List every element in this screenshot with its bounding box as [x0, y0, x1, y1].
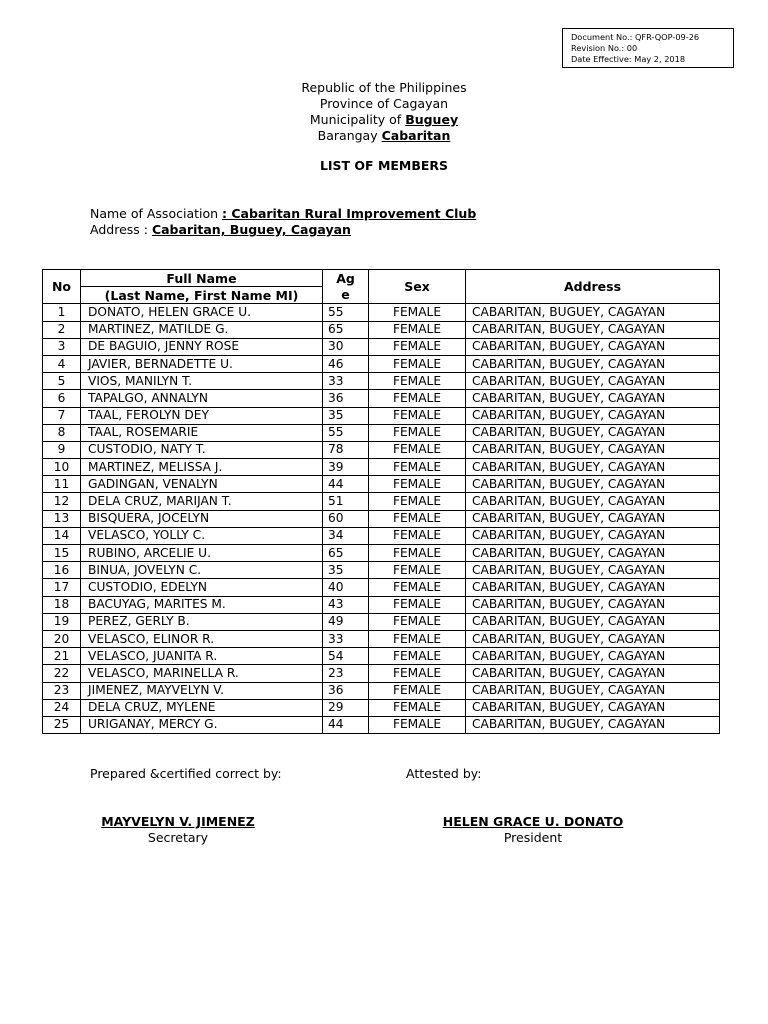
row-name: PEREZ, GERLY B. [81, 613, 323, 630]
row-name: VELASCO, ELINOR R. [81, 630, 323, 647]
table-row [43, 699, 720, 716]
table-row [43, 665, 720, 682]
row-no: 4 [43, 355, 81, 372]
table-row [43, 355, 720, 372]
document-header [0, 80, 768, 144]
row-sex: FEMALE [369, 579, 466, 596]
table-row [43, 579, 720, 596]
table-row [43, 493, 720, 510]
row-name: VELASCO, MARINELLA R. [81, 665, 323, 682]
row-address: CABARITAN, BUGUEY, CAGAYAN [466, 373, 720, 390]
row-no: 13 [43, 510, 81, 527]
row-name: JIMENEZ, MAYVELYN V. [81, 682, 323, 699]
association-address-label: Address : [90, 222, 152, 237]
prepared-label: Prepared &certified correct by: [90, 766, 282, 781]
row-no: 2 [43, 321, 81, 338]
row-no: 19 [43, 613, 81, 630]
row-name: BACUYAG, MARITES M. [81, 596, 323, 613]
president-name: HELEN GRACE U. DONATO [442, 814, 624, 829]
row-name: MARTINEZ, MELISSA J. [81, 459, 323, 476]
row-age: 29 [323, 699, 369, 716]
row-name: TAAL, ROSEMARIE [81, 424, 323, 441]
president-title: President [503, 830, 563, 845]
row-no: 7 [43, 407, 81, 424]
column-header-full-name-sub: (Last Name, First Name MI) [81, 287, 323, 304]
row-address: CABARITAN, BUGUEY, CAGAYAN [466, 459, 720, 476]
row-name: TAAL, FEROLYN DEY [81, 407, 323, 424]
row-address: CABARITAN, BUGUEY, CAGAYAN [466, 321, 720, 338]
row-no: 16 [43, 562, 81, 579]
row-sex: FEMALE [369, 321, 466, 338]
row-name: TAPALGO, ANNALYN [81, 390, 323, 407]
row-no: 22 [43, 665, 81, 682]
column-header-sex: Sex [369, 270, 466, 304]
row-age: 35 [323, 407, 369, 424]
row-name: DELA CRUZ, MARIJAN T. [81, 493, 323, 510]
row-age: 30 [323, 338, 369, 355]
row-age: 51 [323, 493, 369, 510]
row-address: CABARITAN, BUGUEY, CAGAYAN [466, 304, 720, 321]
row-sex: FEMALE [369, 545, 466, 562]
table-row [43, 510, 720, 527]
row-address: CABARITAN, BUGUEY, CAGAYAN [466, 527, 720, 544]
association-address-line [90, 222, 476, 238]
row-sex: FEMALE [369, 390, 466, 407]
row-sex: FEMALE [369, 459, 466, 476]
row-no: 10 [43, 459, 81, 476]
table-row [43, 304, 720, 321]
municipality-prefix: Municipality of [309, 112, 406, 127]
column-header-full-name: Full Name [81, 270, 323, 287]
table-row [43, 424, 720, 441]
row-no: 21 [43, 648, 81, 665]
row-sex: FEMALE [369, 373, 466, 390]
row-sex: FEMALE [369, 510, 466, 527]
row-sex: FEMALE [369, 630, 466, 647]
row-name: DELA CRUZ, MYLENE [81, 699, 323, 716]
row-no: 1 [43, 304, 81, 321]
row-address: CABARITAN, BUGUEY, CAGAYAN [466, 424, 720, 441]
table-header-row-1 [43, 270, 720, 287]
row-no: 6 [43, 390, 81, 407]
row-address: CABARITAN, BUGUEY, CAGAYAN [466, 630, 720, 647]
row-name: VELASCO, YOLLY C. [81, 527, 323, 544]
row-no: 5 [43, 373, 81, 390]
president-signature-block [434, 814, 632, 846]
row-name: GADINGAN, VENALYN [81, 476, 323, 493]
table-row [43, 321, 720, 338]
row-name: BISQUERA, JOCELYN [81, 510, 323, 527]
row-sex: FEMALE [369, 441, 466, 458]
row-address: CABARITAN, BUGUEY, CAGAYAN [466, 476, 720, 493]
row-address: CABARITAN, BUGUEY, CAGAYAN [466, 390, 720, 407]
row-address: CABARITAN, BUGUEY, CAGAYAN [466, 648, 720, 665]
date-effective: Date Effective: May 2, 2018 [571, 54, 686, 64]
table-row [43, 390, 720, 407]
row-age: 35 [323, 562, 369, 579]
page-title: LIST OF MEMBERS [319, 158, 449, 173]
row-sex: FEMALE [369, 355, 466, 372]
row-name: URIGANAY, MERCY G. [81, 716, 323, 733]
age-header-part-1: Ag [336, 270, 355, 286]
header-line-municipality [0, 112, 768, 128]
row-address: CABARITAN, BUGUEY, CAGAYAN [466, 596, 720, 613]
row-address: CABARITAN, BUGUEY, CAGAYAN [466, 510, 720, 527]
column-header-age [323, 270, 369, 304]
table-row [43, 407, 720, 424]
row-age: 44 [323, 476, 369, 493]
header-line-republic: Republic of the Philippines [301, 80, 467, 95]
row-age: 65 [323, 545, 369, 562]
document-info-box [562, 28, 734, 68]
row-age: 65 [323, 321, 369, 338]
header-line-barangay [0, 128, 768, 144]
row-age: 40 [323, 579, 369, 596]
row-no: 12 [43, 493, 81, 510]
row-age: 36 [323, 682, 369, 699]
row-age: 54 [323, 648, 369, 665]
table-row [43, 596, 720, 613]
column-header-address: Address [466, 270, 720, 304]
row-name: DE BAGUIO, JENNY ROSE [81, 338, 323, 355]
barangay-prefix: Barangay [317, 128, 382, 143]
row-age: 46 [323, 355, 369, 372]
row-name: JAVIER, BERNADETTE U. [81, 355, 323, 372]
secretary-name: MAYVELYN V. JIMENEZ [101, 814, 255, 829]
row-age: 60 [323, 510, 369, 527]
row-sex: FEMALE [369, 613, 466, 630]
table-row [43, 630, 720, 647]
row-age: 33 [323, 373, 369, 390]
header-line-province: Province of Cagayan [319, 96, 449, 111]
row-sex: FEMALE [369, 699, 466, 716]
row-no: 8 [43, 424, 81, 441]
attested-label: Attested by: [406, 766, 482, 781]
row-age: 78 [323, 441, 369, 458]
table-row [43, 716, 720, 733]
table-row [43, 373, 720, 390]
secretary-signature-block [90, 814, 266, 846]
association-address-value: Cabaritan, Buguey, Cagayan [151, 222, 351, 237]
table-row [43, 527, 720, 544]
row-name: MARTINEZ, MATILDE G. [81, 321, 323, 338]
row-no: 23 [43, 682, 81, 699]
association-info [90, 206, 476, 238]
row-address: CABARITAN, BUGUEY, CAGAYAN [466, 579, 720, 596]
row-age: 43 [323, 596, 369, 613]
row-name: DONATO, HELEN GRACE U. [81, 304, 323, 321]
row-sex: FEMALE [369, 665, 466, 682]
row-no: 9 [43, 441, 81, 458]
row-no: 14 [43, 527, 81, 544]
row-age: 49 [323, 613, 369, 630]
row-sex: FEMALE [369, 527, 466, 544]
row-age: 39 [323, 459, 369, 476]
row-no: 18 [43, 596, 81, 613]
table-row [43, 476, 720, 493]
members-table-body [43, 304, 720, 734]
row-name: BINUA, JOVELYN C. [81, 562, 323, 579]
row-age: 55 [323, 424, 369, 441]
row-name: RUBINO, ARCELIE U. [81, 545, 323, 562]
row-address: CABARITAN, BUGUEY, CAGAYAN [466, 545, 720, 562]
table-row [43, 682, 720, 699]
row-no: 20 [43, 630, 81, 647]
row-no: 15 [43, 545, 81, 562]
table-row [43, 648, 720, 665]
members-table [42, 269, 720, 734]
row-age: 23 [323, 665, 369, 682]
association-name-value: : Cabaritan Rural Improvement Club [222, 206, 477, 221]
row-no: 24 [43, 699, 81, 716]
row-no: 25 [43, 716, 81, 733]
row-address: CABARITAN, BUGUEY, CAGAYAN [466, 407, 720, 424]
row-age: 55 [323, 304, 369, 321]
row-sex: FEMALE [369, 682, 466, 699]
row-sex: FEMALE [369, 716, 466, 733]
row-age: 36 [323, 390, 369, 407]
row-address: CABARITAN, BUGUEY, CAGAYAN [466, 441, 720, 458]
row-address: CABARITAN, BUGUEY, CAGAYAN [466, 682, 720, 699]
row-sex: FEMALE [369, 476, 466, 493]
row-address: CABARITAN, BUGUEY, CAGAYAN [466, 338, 720, 355]
row-no: 3 [43, 338, 81, 355]
row-address: CABARITAN, BUGUEY, CAGAYAN [466, 355, 720, 372]
revision-number: Revision No.: 00 [571, 43, 638, 53]
table-row [43, 459, 720, 476]
row-age: 34 [323, 527, 369, 544]
row-sex: FEMALE [369, 596, 466, 613]
row-address: CABARITAN, BUGUEY, CAGAYAN [466, 562, 720, 579]
barangay-name: Cabaritan [381, 128, 451, 143]
table-row [43, 613, 720, 630]
document-number: Document No.: QFR-QOP-09-26 [571, 32, 700, 42]
municipality-name: Buguey [405, 112, 459, 127]
row-age: 33 [323, 630, 369, 647]
table-row [43, 545, 720, 562]
row-sex: FEMALE [369, 338, 466, 355]
row-name: CUSTODIO, NATY T. [81, 441, 323, 458]
row-address: CABARITAN, BUGUEY, CAGAYAN [466, 699, 720, 716]
row-no: 17 [43, 579, 81, 596]
row-sex: FEMALE [369, 562, 466, 579]
row-age: 44 [323, 716, 369, 733]
row-address: CABARITAN, BUGUEY, CAGAYAN [466, 613, 720, 630]
row-name: CUSTODIO, EDELYN [81, 579, 323, 596]
row-sex: FEMALE [369, 304, 466, 321]
row-address: CABARITAN, BUGUEY, CAGAYAN [466, 716, 720, 733]
table-row [43, 338, 720, 355]
row-name: VELASCO, JUANITA R. [81, 648, 323, 665]
association-name-label: Name of Association [90, 206, 223, 221]
row-name: VIOS, MANILYN T. [81, 373, 323, 390]
row-sex: FEMALE [369, 407, 466, 424]
age-header-part-2: e [341, 286, 350, 302]
table-row [43, 441, 720, 458]
row-no: 11 [43, 476, 81, 493]
row-sex: FEMALE [369, 493, 466, 510]
row-address: CABARITAN, BUGUEY, CAGAYAN [466, 665, 720, 682]
column-header-no: No [43, 270, 81, 304]
row-sex: FEMALE [369, 424, 466, 441]
secretary-title: Secretary [147, 830, 209, 845]
association-name-line [90, 206, 476, 222]
row-sex: FEMALE [369, 648, 466, 665]
table-row [43, 562, 720, 579]
row-address: CABARITAN, BUGUEY, CAGAYAN [466, 493, 720, 510]
